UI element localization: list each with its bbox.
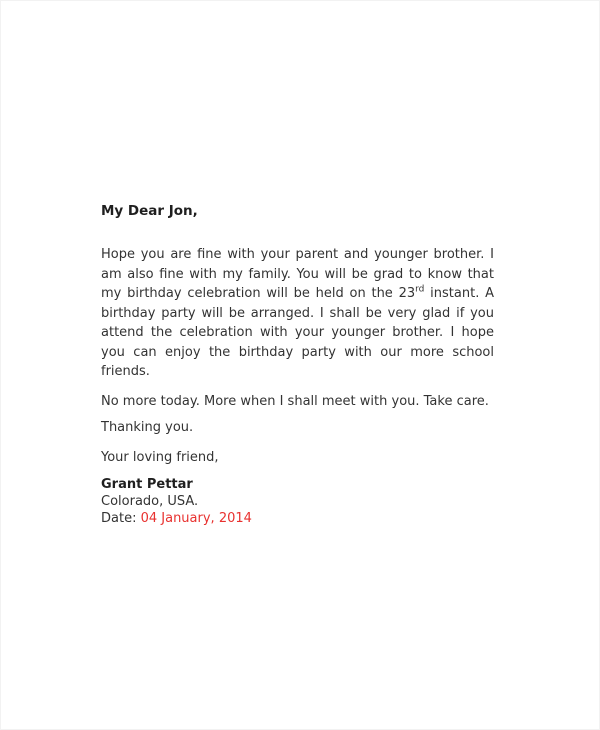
date-line	[101, 510, 494, 527]
date-value: 04 January, 2014	[140, 511, 252, 526]
signoff-line: Your loving friend,	[101, 449, 219, 465]
date-label: Date:	[101, 511, 141, 526]
sender-name: Grant Pettar	[101, 477, 193, 492]
closing-line: No more today. More when I shall meet with you. Take care.	[101, 393, 489, 409]
letter-content	[101, 203, 494, 527]
sender-location: Colorado, USA.	[101, 494, 199, 509]
signature-block	[101, 476, 494, 527]
ordinal-superscript: rd	[415, 284, 425, 295]
thanks-line: Thanking you.	[101, 420, 194, 435]
body-text-before-superscript: Hope you are fine with your parent and younger brother. I am also fine with my family. You will be grad to know that my birthday celebration will be held on the 23	[101, 247, 494, 301]
body-text-after-superscript: instant. A birthday party will be arranged. I shall be very glad if you attend the celebration with your younger brother. I hope you can enjoy the birthday party with our more school friends.	[101, 286, 494, 379]
body-paragraph	[101, 245, 494, 382]
salutation: My Dear Jon,	[101, 203, 198, 219]
